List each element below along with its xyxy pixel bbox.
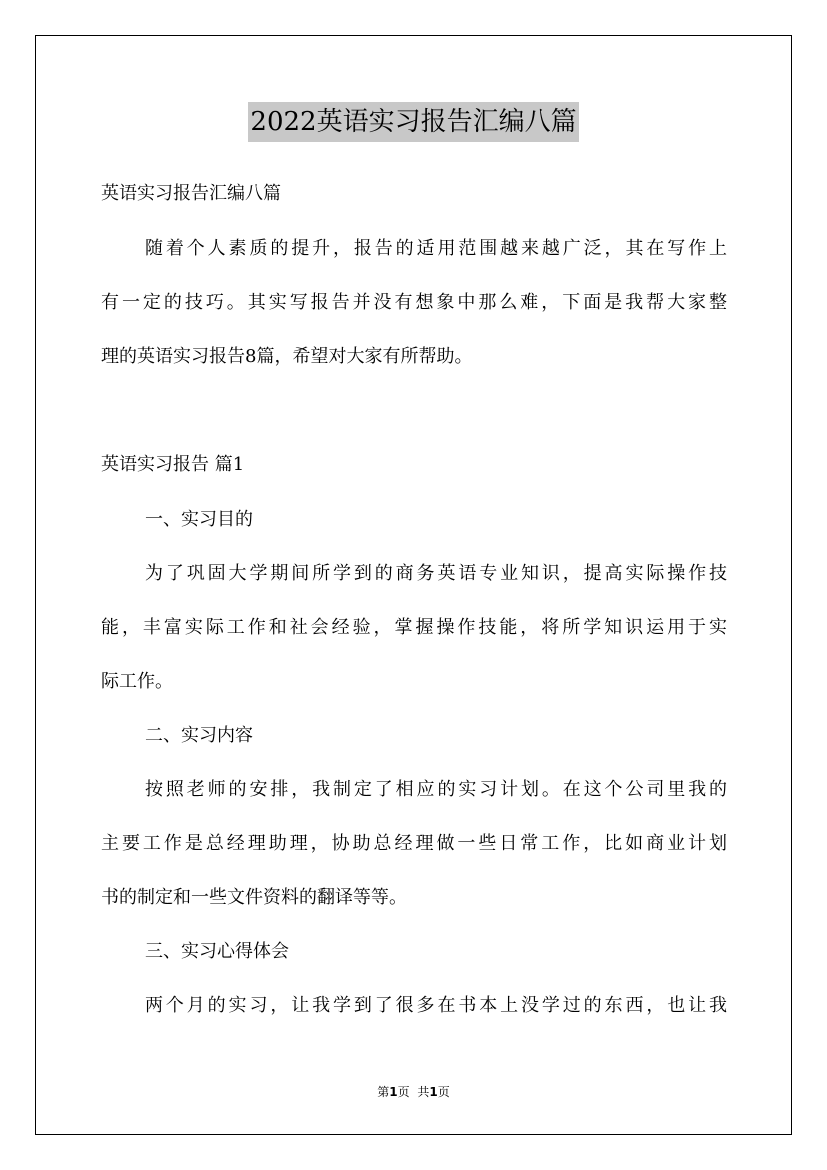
purpose-line-2: 能，丰富实际工作和社会经验，掌握操作技能，将所学知识运用于实 bbox=[101, 617, 727, 638]
intro-paragraph-line-3: 理的英语实习报告8篇，希望对大家有所帮助。 bbox=[101, 346, 473, 367]
subheading-experience: 三、实习心得体会 bbox=[145, 941, 289, 962]
content-line-3: 书的制定和一些文件资料的翻译等等。 bbox=[101, 887, 407, 908]
page-footer bbox=[0, 1084, 827, 1100]
subtitle-line: 英语实习报告汇编八篇 bbox=[101, 183, 281, 204]
intro-paragraph-line-2: 有一定的技巧。其实写报告并没有想象中那么难，下面是我帮大家整 bbox=[101, 292, 727, 313]
footer-page-number: 1 bbox=[389, 1085, 398, 1099]
footer-total-suffix: 页 bbox=[437, 1085, 450, 1099]
footer-total-prefix: 共 bbox=[417, 1085, 430, 1099]
document-title: 2022英语实习报告汇编八篇 bbox=[248, 102, 578, 142]
subheading-content: 二、实习内容 bbox=[145, 725, 253, 746]
title-container bbox=[0, 102, 827, 142]
intro-paragraph-line-1: 随着个人素质的提升，报告的适用范围越来越广泛，其在写作上 bbox=[145, 238, 727, 259]
content-line-2: 主要工作是总经理助理，协助总经理做一些日常工作，比如商业计划 bbox=[101, 833, 727, 854]
subheading-purpose: 一、实习目的 bbox=[145, 509, 253, 530]
footer-page-prefix: 第 bbox=[377, 1085, 390, 1099]
section-heading: 英语实习报告 篇1 bbox=[101, 454, 245, 475]
purpose-line-3: 际工作。 bbox=[101, 671, 173, 692]
footer-page-suffix: 页 bbox=[397, 1085, 410, 1099]
purpose-line-1: 为了巩固大学期间所学到的商务英语专业知识，提高实际操作技 bbox=[145, 563, 727, 584]
footer-total-number: 1 bbox=[429, 1085, 438, 1099]
content-line-1: 按照老师的安排，我制定了相应的实习计划。在这个公司里我的 bbox=[145, 779, 727, 800]
experience-line-1: 两个月的实习，让我学到了很多在书本上没学过的东西，也让我 bbox=[145, 995, 727, 1016]
